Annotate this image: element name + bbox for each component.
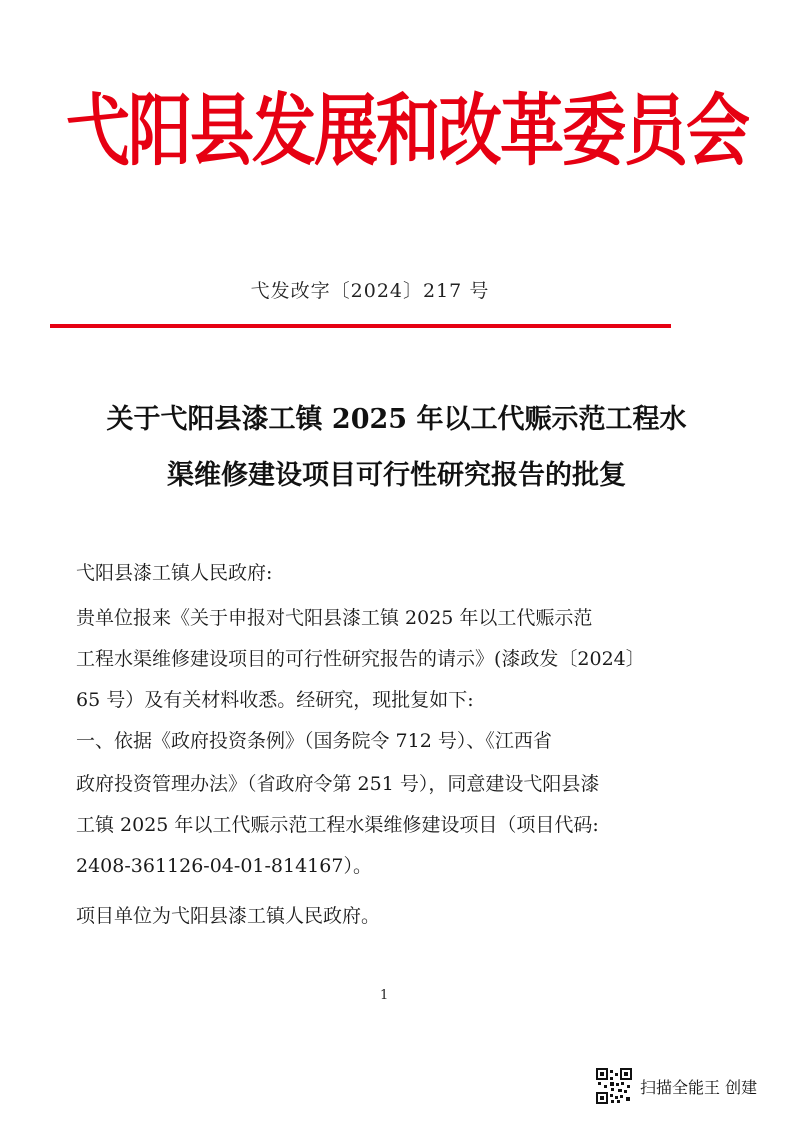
body-paragraph — [76, 764, 716, 887]
page-number: 1 — [380, 988, 389, 1003]
body-line: 项目单位为弋阳县漆工镇人民政府。 — [76, 905, 381, 927]
body-line: 工程水渠维修建设项目的可行性研究报告的请示》(漆政发〔2024〕 — [76, 648, 645, 670]
title-line: 关于弋阳县漆工镇 2025 年以工代赈示范工程水 — [106, 404, 687, 435]
title-line: 渠维修建设项目可行性研究报告的批复 — [167, 460, 626, 491]
body-line: 2408-361126-04-01-814167）。 — [76, 855, 372, 877]
body-line: 65 号）及有关材料收悉。经研究，现批复如下: — [76, 689, 474, 711]
document-number: 弋发改字〔2024〕217 号 — [250, 280, 490, 302]
body-line: 贵单位报来《关于申报对弋阳县漆工镇 2025 年以工代赈示范 — [76, 607, 593, 629]
qr-code-icon — [596, 1068, 632, 1104]
body-line: 工镇 2025 年以工代赈示范工程水渠维修建设项目（项目代码: — [76, 814, 599, 836]
body-line: 政府投资管理办法》（省政府令第 251 号），同意建设弋阳县漆 — [76, 773, 600, 795]
body-paragraph — [76, 598, 716, 762]
body-paragraph — [76, 896, 716, 937]
body-line: 一、依据《政府投资条例》（国务院令 712 号）、《江西省 — [76, 730, 552, 752]
red-divider-line — [50, 324, 671, 328]
agency-header: 弋阳县发展和改革委员会 — [66, 86, 748, 178]
document-title — [40, 392, 753, 504]
scanner-watermark — [596, 1068, 757, 1104]
scanner-watermark-text: 扫描全能王 创建 — [640, 1077, 758, 1097]
salutation: 弋阳县漆工镇人民政府: — [76, 562, 273, 584]
